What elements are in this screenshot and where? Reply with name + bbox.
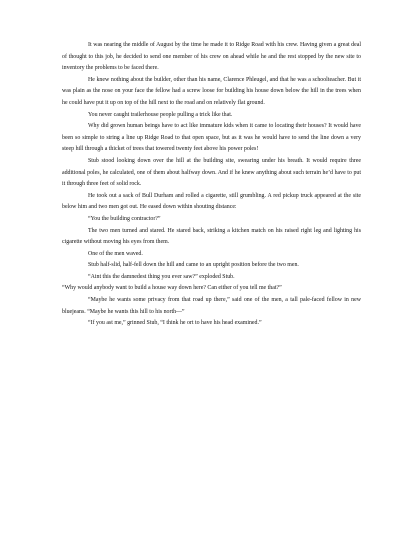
paragraph-3: You never caught trailerhouse people pulling a trick like that.	[88, 111, 233, 118]
paragraph-2: He knew nothing about the builder, other than his name, Clarence Phleugel, and that he was a schoolteacher. But it was plain as the nose on your face the fellow had a screw loose for building his house down below the hill in the trees when he could have put it up on top of the hill next to the road and on relatively flat ground.	[62, 76, 361, 106]
paragraph-6: He took out a sack of Bull Durham and rolled a cigarette, still grumbling. A red pickup truck appeared at the site below him and two men got out. He eased down within shouting distance:	[62, 192, 361, 211]
paragraph-4: Why did grown human beings have to act like immature kids when it came to locating their houses? It would have been so simple to string a line up Ridge Road to that open space, but as it was he would have to send the line down a very steep hill through a thicket of trees that towered twenty feet above his power poles!	[62, 123, 361, 153]
paragraph-8: The two men turned and stared. He stared back, striking a kitchen match on his raised right leg and lighting his cigarette without moving his eyes from them.	[62, 227, 361, 246]
paragraph-12: “Why would anybody want to build a house way down here? Can either of you tell me that?”	[62, 285, 282, 292]
paragraph-11: “Aint this the damnedest thing you ever saw?” exploded Stub.	[88, 273, 235, 280]
paragraph-13: “Maybe he wants some privacy from that road up there,” said one of the men, a tall pale-faced fellow in new bluejeans. “Maybe he wants this hill to his north—”	[62, 297, 361, 315]
paragraph-10: Stub half-slid, half-fell down the hill and came to an upright position before the two men.	[88, 262, 299, 269]
paragraph-5: Stub stood looking down over the hill at the building site, swearing under his breath. It would require three additional poles, he calculated, one of them about halfway down. And if he knew anything about such terrain he’d have to put it through three feet of solid rock.	[62, 157, 361, 188]
paragraph-9: One of the men waved.	[88, 250, 143, 257]
paragraph-14: “If you ast me,” grinned Stub, “I think he ort to have his head examined.”	[88, 320, 262, 327]
paragraph-1: It was nearing the middle of August by the time he made it to Ridge Road with his crew. Having given a great deal of thought to this job, he decided to send one member of his crew on ahead while he and the rest stopped by the new site to inventory the problems to be faced there.	[62, 42, 361, 72]
paragraph-7: “You the building contractor?”	[88, 215, 161, 222]
